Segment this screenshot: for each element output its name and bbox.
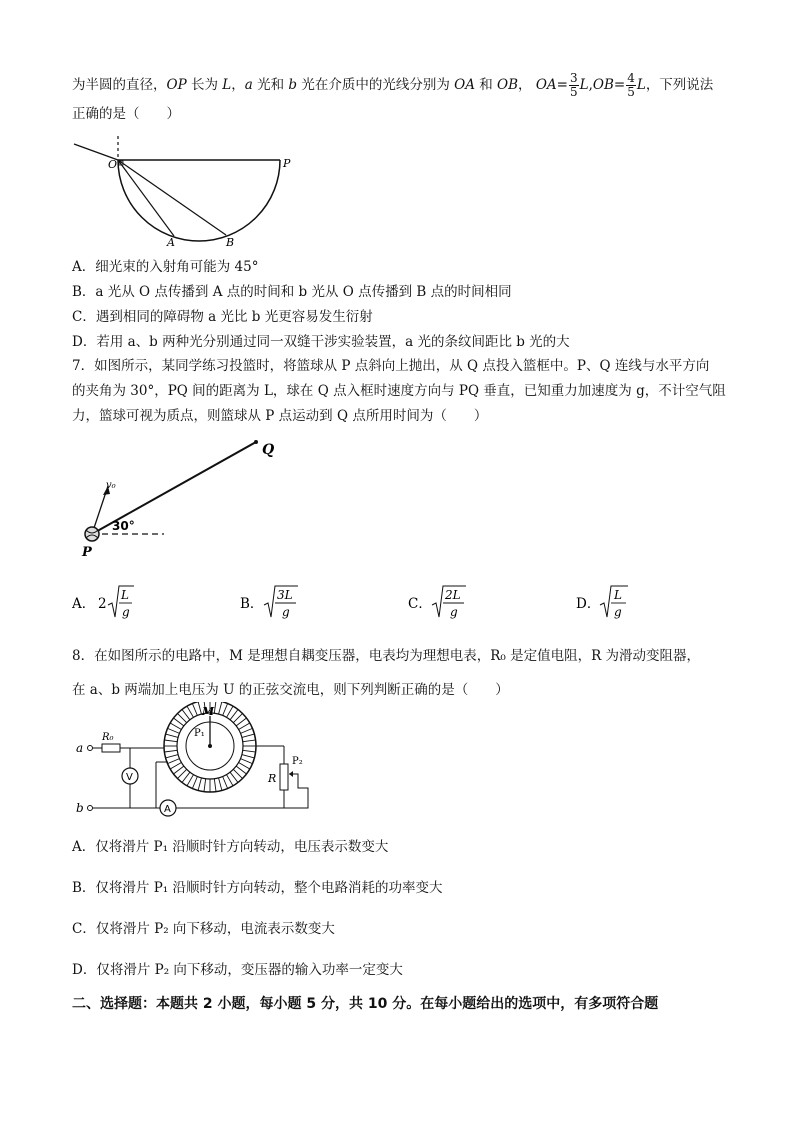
circuit-figure [72, 702, 312, 822]
fraction-4-5: $\frac{4}{5}$ [627, 71, 635, 99]
svg-text:L: L [614, 588, 622, 602]
semicircle-figure [70, 132, 300, 250]
svg-text:g: g [614, 605, 622, 619]
q6-option-c[interactable]: C．遇到相同的障碍物 a 光比 b 光更容易发生衍射 [72, 309, 373, 325]
ray-oa [118, 160, 174, 236]
q7-answer-b[interactable] [240, 583, 320, 627]
q6-option-a[interactable]: A．细光束的入射角可能为 45° [72, 259, 259, 275]
q7-line3: 力，篮球可视为质点，则篮球从 P 点运动到 Q 点所用时间为（ ） [72, 408, 488, 424]
svg-text:g: g [450, 605, 458, 619]
svg-text:2: 2 [98, 596, 107, 612]
label-B: B [226, 236, 235, 249]
p1-pivot [208, 744, 212, 748]
label-P: P [82, 545, 92, 560]
label-P1: P₁ [194, 728, 205, 739]
label-b: b [76, 801, 84, 815]
label-M: M [202, 705, 215, 718]
svg-text:A．: A． [72, 596, 96, 612]
label-A: A [167, 236, 175, 249]
label-P2: P₂ [292, 756, 303, 767]
terminal-a [88, 746, 93, 751]
fraction-3-5: $\frac{3}{5}$ [569, 71, 578, 99]
q6-line1: 为半圆的直径，OP 长为 L，a 光和 b 光在介质中的光线分别为 OA 和 OB， OA= $\frac{3}{5}$ L,OB= $\frac{4}{5}$ L，下列说法 [72, 71, 714, 99]
label-Q: Q [262, 442, 275, 458]
semicircle-arc [118, 160, 280, 241]
q6-option-b[interactable]: B．a 光从 O 点传播到 A 点的时间和 b 光从 O 点传播到 B 点的时间相同 [72, 284, 512, 300]
label-R: R [268, 772, 277, 785]
section2-heading: 二、选择题：本题共 2 小题，每小题 5 分，共 10 分。在每小题给出的选项中，有多项符合题 [72, 996, 659, 1012]
q8-option-d[interactable]: D．仅将滑片 P₂ 向下移动，变压器的输入功率一定变大 [72, 962, 403, 978]
q7-line2: 的夹角为 30°，PQ 间的距离为 L，球在 Q 点入框时速度方向与 PQ 垂直，已知重力加速度为 g，不计空气阻 [72, 383, 726, 399]
q7-answer-c[interactable] [408, 583, 488, 627]
q8-option-c[interactable]: C．仅将滑片 P₂ 向下移动，电流表示数变大 [72, 921, 335, 937]
label-a: a [76, 741, 84, 755]
slider-p2 [288, 774, 308, 808]
basketball-icon [85, 527, 99, 541]
q8-line2: 在 a、b 两端加上电压为 U 的正弦交流电，则下列判断正确的是（ ） [72, 682, 509, 698]
basketball-figure [76, 432, 286, 560]
q6-line2: 正确的是（ ） [72, 106, 180, 122]
svg-text:D．: D． [576, 596, 601, 612]
resistor-r0 [102, 744, 120, 752]
q7-answer-d[interactable] [576, 583, 656, 627]
svg-text:3L: 3L [277, 588, 293, 602]
ray-ob [118, 160, 226, 235]
q8-line1: 8．在如图所示的电路中，M 是理想自耦变压器，电表均为理想电表，R₀ 是定值电阻，R 为滑动变阻器， [72, 648, 701, 664]
q8-option-b[interactable]: B．仅将滑片 P₁ 沿顺时针方向转动，整个电路消耗的功率变大 [72, 880, 443, 896]
q7-answer-a[interactable] [72, 583, 152, 627]
label-O: O [108, 158, 118, 171]
svg-text:L: L [121, 588, 129, 602]
label-angle: 30° [112, 519, 135, 533]
svg-text:C．: C． [408, 596, 432, 612]
point-q [254, 440, 258, 444]
label-V: V [126, 772, 133, 783]
label-v0: v₀ [106, 480, 116, 491]
svg-text:B．: B． [240, 596, 264, 612]
q8-option-a[interactable]: A．仅将滑片 P₁ 沿顺时针方向转动，电压表示数变大 [72, 839, 389, 855]
label-Aammeter: A [164, 804, 171, 815]
svg-text:g: g [122, 605, 130, 619]
label-r0: R₀ [102, 732, 114, 743]
label-P: P [283, 157, 291, 170]
q6-option-d[interactable]: D．若用 a、b 两种光分别通过同一双缝干涉实验装置，a 光的条纹间距比 b 光的大 [72, 334, 570, 350]
rheostat-r [280, 764, 288, 790]
terminal-b [88, 806, 93, 811]
svg-text:g: g [282, 605, 290, 619]
svg-text:2L: 2L [445, 588, 461, 602]
q7-line1: 7．如图所示，某同学练习投篮时，将篮球从 P 点斜向上抛出，从 Q 点投入篮框中。P、Q 连线与水平方向 [72, 358, 710, 374]
